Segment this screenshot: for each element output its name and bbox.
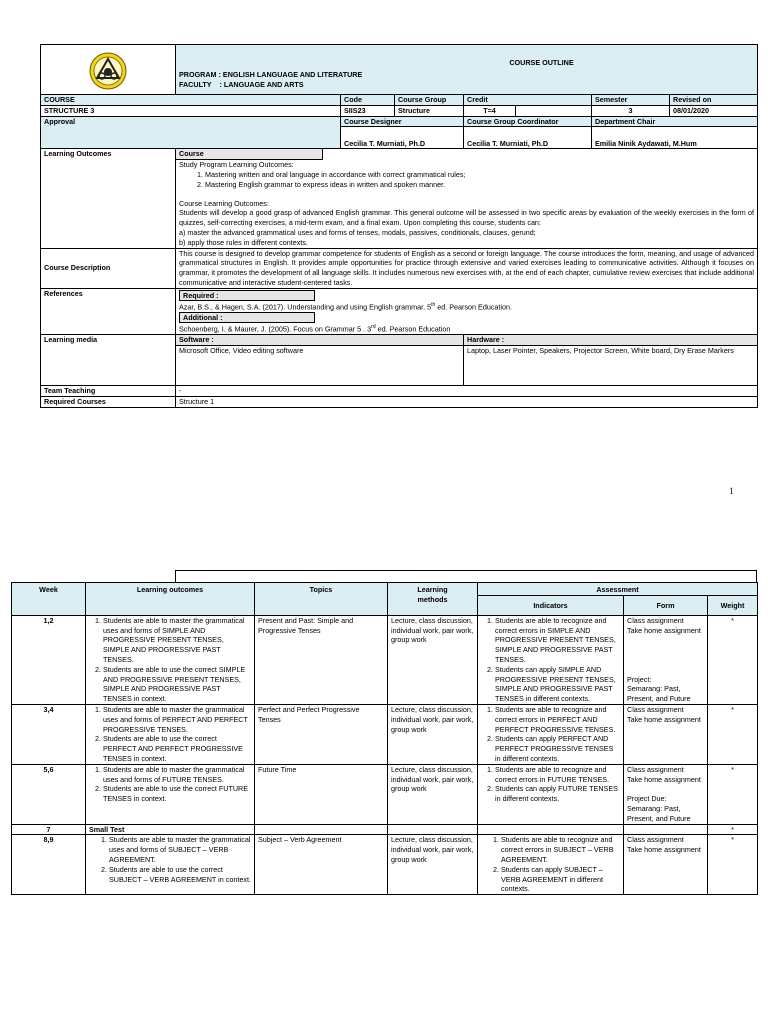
designer-label: Course Designer <box>341 116 464 127</box>
revised-label: Revised on <box>670 95 758 106</box>
designer-name: Cecilia T. Murniati, Ph.D <box>341 127 464 149</box>
additional-reference: Schoenberg, I. & Maurer, J. (2005). Focus on Grammar 5 . 3rd ed. Pearson Education <box>179 323 451 334</box>
small-test-cell: Small Test <box>86 824 255 835</box>
team-teaching-value: - <box>176 385 758 396</box>
header-form: Form <box>624 595 708 615</box>
references-content <box>176 288 758 334</box>
list-item: 1. Students are able to master the grammatical uses and forms of SUBJECT – VERB AGREEMENT. <box>109 835 251 864</box>
table-row <box>12 764 758 824</box>
indicators-cell <box>478 615 624 704</box>
list-item: 2. Students are able to use the correct SIMPLE AND PROGRESSIVE PRESENT TENSES, SIMPLE AND PROGRESSIVE PAST TENSES in context. <box>103 665 251 704</box>
references-label: References <box>41 288 176 334</box>
course-lo-b: b) apply those rules in different contexts. <box>179 237 308 247</box>
faculty-line: FACULTY : LANGUAGE AND ARTS <box>179 79 304 89</box>
page-number: 1 <box>729 486 734 496</box>
list-item: 1. Mastering written and oral language in accordance with correct grammatical rules; <box>205 170 754 180</box>
indicators-cell <box>478 704 624 764</box>
topic-cell: Present and Past: Simple and Progressive Tenses <box>255 615 388 704</box>
table-row <box>12 824 758 835</box>
logo-cell <box>41 45 176 95</box>
weight-cell: * <box>708 824 758 835</box>
course-schedule-page-2 <box>11 570 757 895</box>
header-weight: Weight <box>708 595 758 615</box>
list-item: 1. Students are able to recognize and correct errors in SUBJECT – VERB AGREEMENT. <box>501 835 620 864</box>
form-cell: Class assignment Take home assignment <box>624 835 708 895</box>
team-teaching-label: Team Teaching <box>41 385 176 396</box>
topic-cell: Future Time <box>255 764 388 824</box>
week-cell: 5,6 <box>12 764 86 824</box>
list-item: 2. Students can apply FUTURE TENSES in different contexts. <box>495 784 620 804</box>
header-indicators: Indicators <box>478 595 624 615</box>
list-item: 1. Students are able to recognize and correct errors in SIMPLE AND PROGRESSIVE PRESENT TENSES, SIMPLE AND PROGRESSIVE PAST TENSES. <box>495 616 620 665</box>
weight-cell: * <box>708 615 758 704</box>
list-item: 2. Students are able to use the correct SUBJECT – VERB AGREEMENT in context. <box>109 865 251 885</box>
list-item: 2. Students can apply PERFECT AND PERFECT PROGRESSIVE TENSES in different contexts. <box>495 734 620 763</box>
code-value: SIIS23 <box>341 105 395 116</box>
list-item: 2. Students can apply SUBJECT – VERB AGREEMENT in different contexts. <box>501 865 620 894</box>
required-reference: Azar, B.S., & Hagen, S.A. (2017). Understanding and using English grammar. 5th ed. Pearson Education. <box>179 301 512 312</box>
course-group-value: Structure <box>395 105 464 116</box>
list-item: 1. Students are able to recognize and correct errors in PERFECT AND PERFECT PROGRESSIVE TENSES. <box>495 705 620 734</box>
software-label: Software : <box>176 335 464 346</box>
indicators-cell <box>478 764 624 824</box>
course-group-label: Course Group <box>395 95 464 106</box>
study-program-title: Study Program Learning Outcomes: <box>179 160 294 170</box>
form-cell: Class assignment Take home assignment <box>624 704 708 764</box>
list-item: 2. Mastering English grammar to express ideas in written and spoken manner. <box>205 180 754 190</box>
topic-cell: Perfect and Perfect Progressive Tenses <box>255 704 388 764</box>
course-lo-text: Students will develop a good grasp of advanced English grammar. This general outcome will be assessed in two specific areas by evaluation of the weekly exercises in the form of quizzes, self-correcting exercises, a mid-term exam, and a final exam. Upon completing this course, students can: <box>179 208 755 228</box>
list-item: 2. Students are able to use the correct PERFECT AND PERFECT PROGRESSIVE TENSES in context. <box>103 734 251 763</box>
required-courses-label: Required Courses <box>41 396 176 407</box>
weight-cell: * <box>708 704 758 764</box>
outcomes-cell <box>86 704 255 764</box>
course-lo-title: Course Learning Outcomes: <box>179 198 269 208</box>
coordinator-name: Cecilia T. Murniati, Ph.D <box>464 127 592 149</box>
outcomes-cell <box>86 764 255 824</box>
methods-cell: Lecture, class discussion, individual work, pair work, group work <box>388 764 478 824</box>
chair-name: Emilia Ninik Aydawati, M.Hum <box>592 127 758 149</box>
course-value: STRUCTURE 3 <box>41 105 341 116</box>
header-assessment: Assessment <box>478 583 758 596</box>
code-label: Code <box>341 95 395 106</box>
course-tab-label: Course <box>179 149 204 159</box>
required-label: Required : <box>179 290 315 301</box>
credit-label: Credit <box>464 95 592 106</box>
list-item: 2. Students can apply SIMPLE AND PROGRESSIVE PRESENT TENSES, SIMPLE AND PROGRESSIVE PAST TENSES in different contexts. <box>495 665 620 704</box>
approval-label: Approval <box>41 116 341 149</box>
table-row <box>12 615 758 704</box>
semester-value: 3 <box>592 105 670 116</box>
methods-cell: Lecture, class discussion, individual work, pair work, group work <box>388 615 478 704</box>
credit-extra <box>516 105 592 116</box>
header-learning-methods: Learning methods <box>388 583 478 616</box>
outcomes-cell <box>86 615 255 704</box>
course-description-text: This course is designed to develop grammar competence for students of English as a second or foreign language. The course introduces the form, meaning, and usage of advanced grammatical structures in English. It provides ample opportunities for practice through extensive and varied exercises leading to communicative activities. Although it focuses on grammar, it promotes the development of all language skills. It includes numerous new exercises with, at the end of each chapter, cumulative review exercises that include additional communicative and interactive student-centered tasks. <box>176 248 758 288</box>
revised-value: 08/01/2020 <box>670 105 758 116</box>
list-item: 1. Students are able to master the grammatical uses and forms of PERFECT AND PERFECT PROGRESSIVE TENSES. <box>103 705 251 734</box>
week-cell: 1,2 <box>12 615 86 704</box>
course-outline-table <box>40 44 758 408</box>
hardware-value: Laptop, Laser Pointer, Speakers, Projector Screen, White board, Dry Erase Markers <box>464 345 758 385</box>
top-strip <box>175 570 757 582</box>
outcomes-cell <box>86 835 255 895</box>
coordinator-label: Course Group Coordinator <box>464 116 592 127</box>
study-program-list <box>179 170 754 190</box>
course-lo-a: a) master the advanced grammatical uses and forms of tenses, modals, passives, conditionals, clauses, gerund; <box>179 227 536 237</box>
indicators-cell <box>478 835 624 895</box>
week-cell: 3,4 <box>12 704 86 764</box>
learning-outcomes-label: Learning Outcomes <box>41 149 176 248</box>
list-item: 1. Students are able to master the grammatical uses and forms of SIMPLE AND PROGRESSIVE PRESENT TENSES, SIMPLE AND PROGRESSIVE PAST TENSES. <box>103 616 251 665</box>
topic-cell: Subject – Verb Agreement <box>255 835 388 895</box>
list-item: 1. Students are able to recognize and correct errors in FUTURE TENSES. <box>495 765 620 785</box>
week-cell: 8,9 <box>12 835 86 895</box>
learning-outcomes-content <box>176 149 758 248</box>
list-item: 1. Students are able to master the grammatical uses and forms of FUTURE TENSES. <box>103 765 251 785</box>
additional-label: Additional : <box>179 312 315 323</box>
program-line: PROGRAM : ENGLISH LANGUAGE AND LITERATURE <box>179 69 363 79</box>
outline-header <box>176 45 758 95</box>
outline-title: COURSE OUTLINE <box>509 58 574 67</box>
form-cell: Class assignment Take home assignment Project Due: Semarang: Past, Present, and Future <box>624 764 708 824</box>
form-cell: Class assignment Take home assignment Project: Semarang: Past, Present, and Future <box>624 615 708 704</box>
software-value: Microsoft Office, Video editing software <box>176 345 464 385</box>
header-learning-outcomes: Learning outcomes <box>86 583 255 616</box>
weight-cell: * <box>708 835 758 895</box>
hardware-label: Hardware : <box>464 335 758 346</box>
schedule-table <box>11 582 758 895</box>
credit-value: T=4 <box>464 105 516 116</box>
header-topics: Topics <box>255 583 388 616</box>
semester-label: Semester <box>592 95 670 106</box>
course-label: COURSE <box>41 95 341 106</box>
course-tab <box>176 149 323 160</box>
methods-cell: Lecture, class discussion, individual work, pair work, group work <box>388 704 478 764</box>
course-description-label: Course Description <box>41 248 176 288</box>
table-row <box>12 704 758 764</box>
weight-cell: * <box>708 764 758 824</box>
header-week: Week <box>12 583 86 616</box>
week-cell: 7 <box>12 824 86 835</box>
table-row <box>12 835 758 895</box>
course-outline-page-1 <box>40 44 757 408</box>
required-courses-value: Structure 1 <box>176 396 758 407</box>
methods-cell: Lecture, class discussion, individual work, pair work, group work <box>388 835 478 895</box>
list-item: 2. Students are able to use the correct FUTURE TENSES in context. <box>103 784 251 804</box>
learning-media-label: Learning media <box>41 335 176 386</box>
university-seal-icon <box>88 51 128 91</box>
chair-label: Department Chair <box>592 116 758 127</box>
